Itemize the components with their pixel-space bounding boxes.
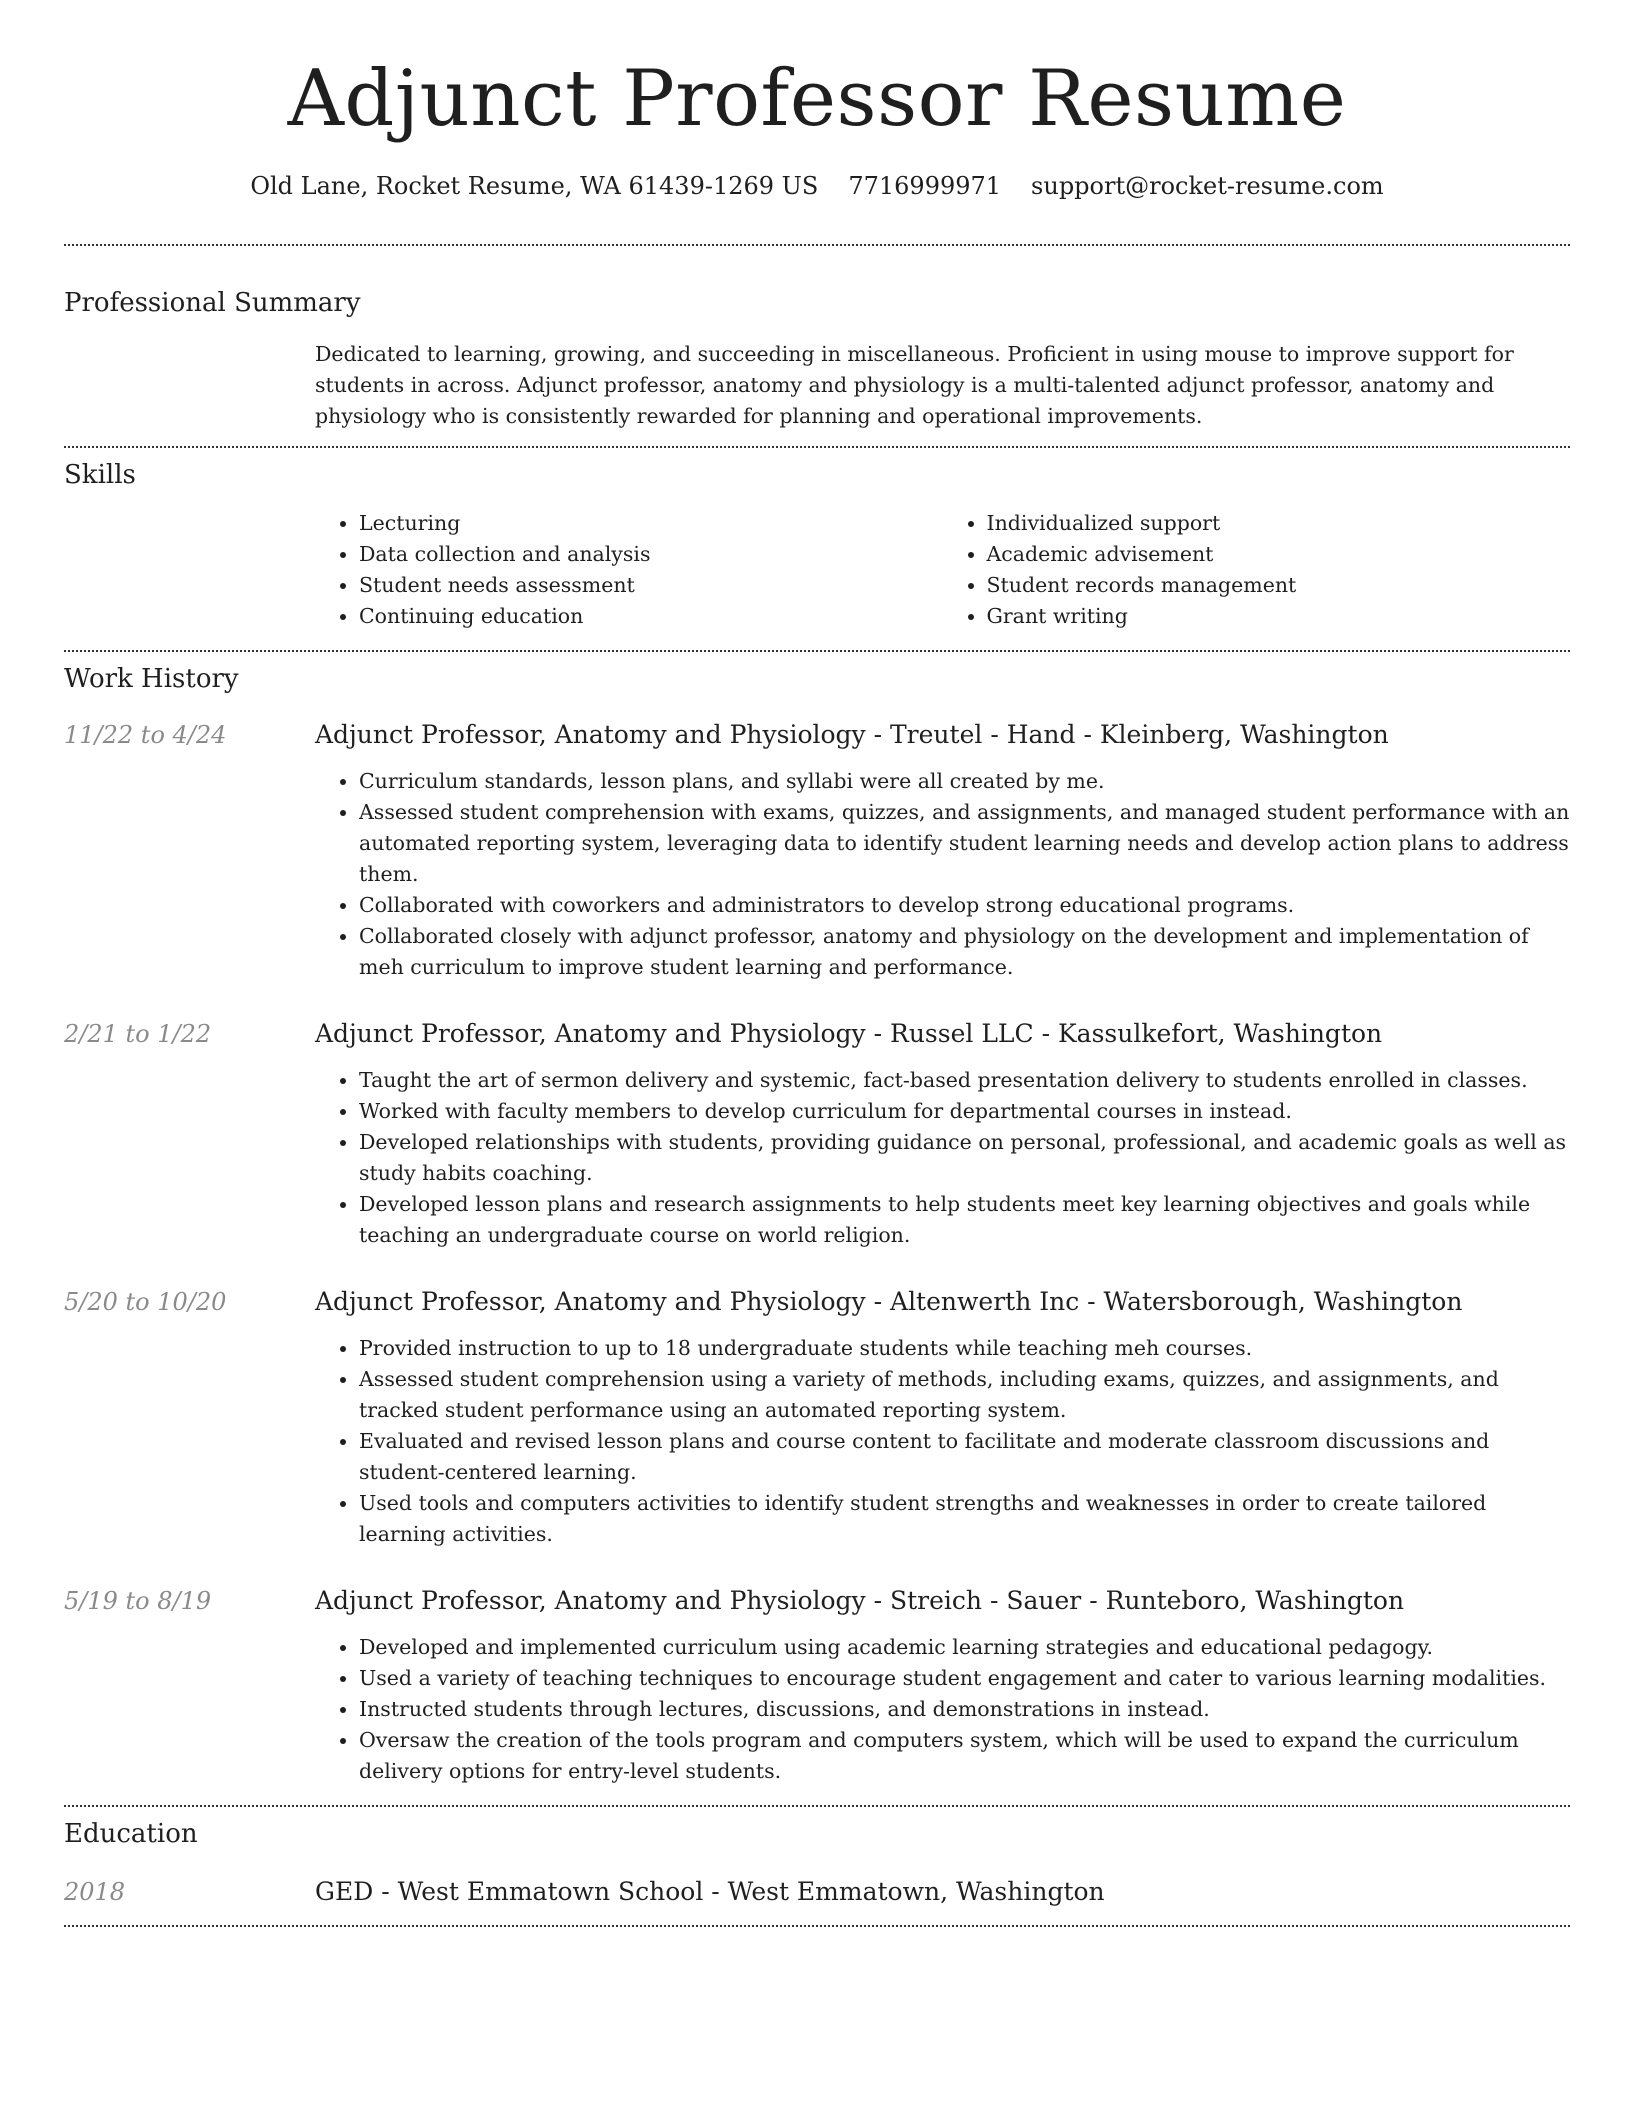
- divider: [64, 446, 1570, 448]
- job-bullets: [315, 1632, 1570, 1787]
- job-bullets: [315, 766, 1570, 983]
- job-bullet: • Taught the art of sermon delivery and systemic, fact-based presentation delivery to students enrolled in classes.: [359, 1065, 1570, 1096]
- divider: [64, 650, 1570, 652]
- skill-item: • Student needs assessment: [359, 570, 943, 601]
- job-bullet: • Collaborated with coworkers and administrators to develop strong educational programs.: [359, 890, 1570, 921]
- skills-section: [64, 458, 1570, 632]
- job-bullet: • Instructed students through lectures, discussions, and demonstrations in instead.: [359, 1694, 1570, 1725]
- section-title-skills: Skills: [64, 460, 136, 490]
- job-title: Adjunct Professor, Anatomy and Physiology - Streich - Sauer - Runteboro, Washington: [315, 1586, 1405, 1615]
- skill-item: • Data collection and analysis: [359, 539, 943, 570]
- job-dates: 5/19 to 8/19: [64, 1587, 212, 1615]
- skill-item: • Continuing education: [359, 601, 943, 632]
- skills-column-left: [315, 508, 943, 632]
- job-bullet: • Collaborated closely with adjunct professor, anatomy and physiology on the development and implementation of meh curriculum to improve student learning and performance.: [359, 921, 1570, 983]
- skill-item: • Lecturing: [359, 508, 943, 539]
- job-title: Adjunct Professor, Anatomy and Physiology - Treutel - Hand - Kleinberg, Washington: [315, 720, 1389, 749]
- education-section: [64, 1817, 1570, 1909]
- job-bullet: • Assessed student comprehension using a variety of methods, including exams, quizzes, and assignments, and tracked student performance using an automated reporting system.: [359, 1364, 1570, 1426]
- phone: 7716999971: [848, 172, 1002, 200]
- section-title-education: Education: [64, 1819, 198, 1849]
- skill-item: • Academic advisement: [987, 539, 1571, 570]
- section-title-work-history: Work History: [64, 664, 239, 694]
- resume-page: [64, 0, 1570, 1927]
- job-bullet: • Provided instruction to up to 18 undergraduate students while teaching meh courses.: [359, 1333, 1570, 1364]
- skill-item: • Student records management: [987, 570, 1571, 601]
- email: support@rocket-resume.com: [1031, 172, 1384, 200]
- education-year: 2018: [64, 1878, 126, 1906]
- divider: [64, 1925, 1570, 1927]
- address: Old Lane, Rocket Resume, WA 61439-1269 US: [250, 172, 819, 200]
- section-title-summary: Professional Summary: [64, 288, 361, 318]
- job-dates: 2/21 to 1/22: [64, 1020, 212, 1048]
- job-bullet: • Evaluated and revised lesson plans and course content to facilitate and moderate classroom discussions and student-centered learning.: [359, 1426, 1570, 1488]
- job-bullets: [315, 1333, 1570, 1550]
- job-bullet: • Used tools and computers activities to identify student strengths and weaknesses in order to create tailored learning activities.: [359, 1488, 1570, 1550]
- job-dates: 5/20 to 10/20: [64, 1288, 227, 1316]
- job-bullet: • Developed relationships with students, providing guidance on personal, professional, and academic goals as well as study habits coaching.: [359, 1127, 1570, 1189]
- job-bullets: [315, 1065, 1570, 1251]
- job-entry: [64, 1584, 1570, 1787]
- divider: [64, 244, 1570, 246]
- job-bullet: • Assessed student comprehension with exams, quizzes, and assignments, and managed student performance with an automated reporting system, leveraging data to identify student learning needs and develop action plans to address them.: [359, 797, 1570, 890]
- job-bullet: • Curriculum standards, lesson plans, and syllabi were all created by me.: [359, 766, 1570, 797]
- job-bullet: • Developed and implemented curriculum using academic learning strategies and educational pedagogy.: [359, 1632, 1570, 1663]
- job-bullet: • Worked with faculty members to develop curriculum for departmental courses in instead.: [359, 1096, 1570, 1127]
- divider: [64, 1805, 1570, 1807]
- job-entry: [64, 718, 1570, 983]
- job-bullet: • Developed lesson plans and research assignments to help students meet key learning objectives and goals while teaching an undergraduate course on world religion.: [359, 1189, 1570, 1251]
- skills-column-right: [943, 508, 1571, 632]
- contact-line: [64, 170, 1570, 202]
- skills-list: [315, 508, 1570, 632]
- job-title: Adjunct Professor, Anatomy and Physiology - Altenwerth Inc - Watersborough, Washington: [315, 1287, 1463, 1316]
- job-dates: 11/22 to 4/24: [64, 721, 227, 749]
- education-detail: GED - West Emmatown School - West Emmatown, Washington: [315, 1877, 1105, 1906]
- job-entry: [64, 1017, 1570, 1251]
- work-history-section: [64, 662, 1570, 1787]
- page-title: Adjunct Professor Resume: [287, 54, 1347, 144]
- skill-item: • Individualized support: [987, 508, 1571, 539]
- job-entry: [64, 1285, 1570, 1550]
- summary-text: Dedicated to learning, growing, and succeeding in miscellaneous. Proficient in using mouse to improve support for students in across. Adjunct professor, anatomy and physiology is a multi-talented adjunct professor, anatomy and physiology who is consistently rewarded for planning and operational improvements.: [315, 342, 1514, 428]
- job-bullet: • Oversaw the creation of the tools program and computers system, which will be used to expand the curriculum delivery options for entry-level students.: [359, 1725, 1570, 1787]
- job-bullet: • Used a variety of teaching techniques to encourage student engagement and cater to various learning modalities.: [359, 1663, 1570, 1694]
- education-entry: [64, 1875, 1570, 1909]
- skill-item: • Grant writing: [987, 601, 1571, 632]
- job-title: Adjunct Professor, Anatomy and Physiology - Russel LLC - Kassulkefort, Washington: [315, 1019, 1383, 1048]
- summary-section: [64, 286, 1570, 432]
